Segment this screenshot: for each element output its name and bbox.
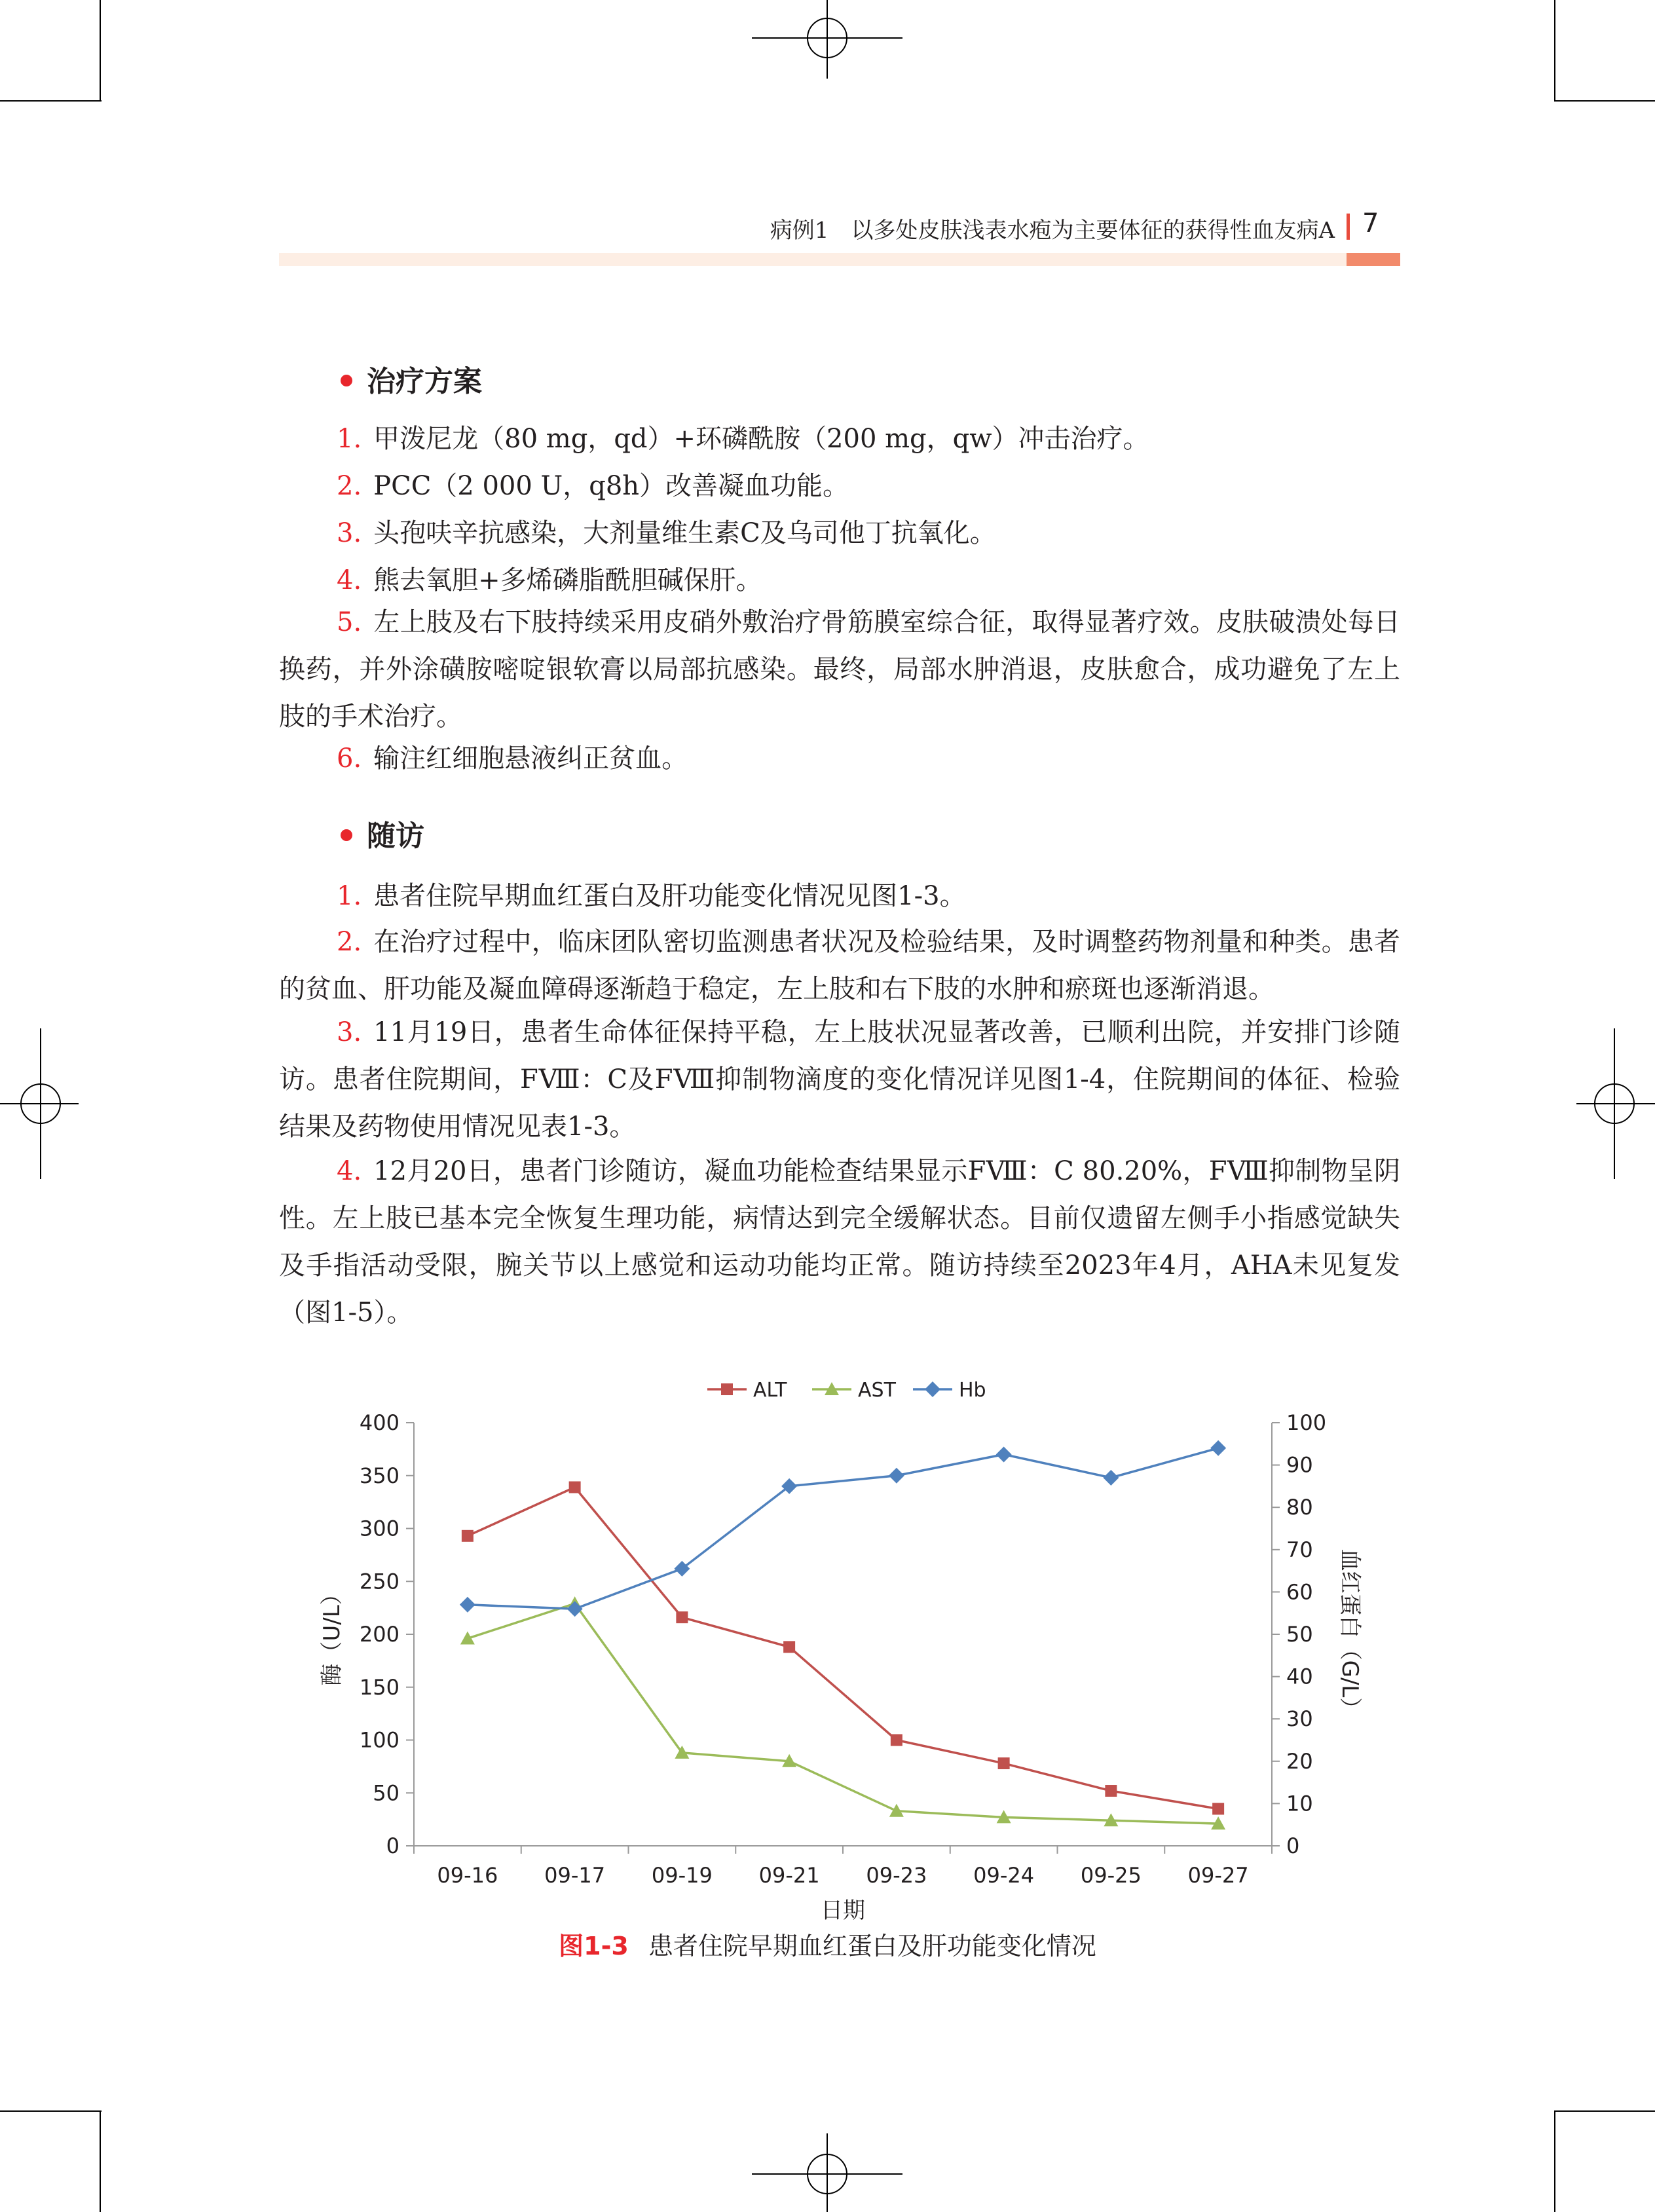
y-tick-label: 150 [359,1674,400,1700]
alt-series-line [468,1488,1218,1809]
y2-tick-label: 50 [1286,1622,1313,1647]
section-heading-followup: 随访 [341,812,424,854]
alt-data-point [1105,1785,1117,1797]
y2-tick-label: 20 [1286,1748,1313,1774]
y2-tick-label: 60 [1286,1579,1313,1605]
alt-legend-label: ALT [753,1379,787,1402]
hb-legend-marker [925,1381,940,1397]
x-tick-label: 09-16 [437,1863,498,1888]
y2-tick-label: 40 [1286,1664,1313,1689]
y2-tick-label: 90 [1286,1452,1313,1478]
x-tick-label: 09-21 [758,1863,820,1888]
followup-item-1: 1. 患者住院早期血红蛋白及肝功能变化情况见图1-3。 [337,881,966,911]
figure-caption-text: 患者住院早期血红蛋白及肝功能变化情况 [648,1932,1096,1960]
alt-data-point [676,1611,688,1623]
y-tick-label: 50 [373,1780,400,1806]
figure-caption [0,1926,1655,1962]
chart-legend [707,1379,986,1402]
y-tick-label: 200 [359,1622,400,1647]
alt-data-point [998,1757,1010,1769]
y-tick-label: 0 [386,1833,400,1858]
x-tick-label: 09-17 [544,1863,606,1888]
x-tick-label: 09-25 [1080,1863,1142,1888]
y2-tick-label: 70 [1286,1537,1313,1562]
y2-tick-label: 10 [1286,1791,1313,1816]
alt-data-point [569,1482,581,1493]
x-tick-label: 09-27 [1187,1863,1249,1888]
y2-tick-label: 30 [1286,1706,1313,1732]
followup-item-3: 3. 11月19日，患者生命体征保持平稳，左上肢状况显著改善，已顺利出院，并安排门诊随访。患者住院期间，FⅧ：C及FⅧ抑制物滴度的变化情况详见图1-4，住院期间的体征、检验结果及药物使用情况见表1-3。 [279,1017,1400,1142]
y-tick-label: 350 [359,1463,400,1488]
treatment-item-3: 3. 头孢呋辛抗感染，大剂量维生素C及乌司他丁抗氧化。 [337,518,996,548]
treatment-item-4: 4. 熊去氧胆+多烯磷脂酰胆碱保肝。 [337,565,762,595]
treatment-item-5: 5. 左上肢及右下肢持续采用皮硝外敷治疗骨筋膜室综合征，取得显著疗效。皮肤破溃处每日换药，并外涂磺胺嘧啶银软膏以局部抗感染。最终，局部水肿消退，皮肤愈合，成功避免了左上肢的手术治疗。 [279,607,1400,732]
alt-legend-marker [721,1383,733,1395]
hb-data-point [460,1597,475,1613]
section-heading-treatment: 治疗方案 [341,358,482,400]
y2-tick-label: 100 [1286,1410,1327,1435]
y-axis-title: 酶（U/L） [319,1583,345,1686]
y2-tick-label: 0 [1286,1833,1300,1858]
hb-series-line [468,1448,1218,1609]
followup-item-4: 4. 12月20日，患者门诊随访，凝血功能检查结果显示FⅧ：C 80.20%，FⅧ抑制物呈阴性。左上肢已基本完全恢复生理功能，病情达到完全缓解状态。目前仅遗留左侧手小指感觉缺失及手指活动受限，腕关节以上感觉和运动功能均正常。随访持续至2023年4月，AHA未见复发（图1-5）。 [279,1156,1400,1328]
y2-axis-title: 血红蛋白（G/L） [1337,1548,1363,1720]
alt-data-point [891,1734,902,1746]
chart-axes [319,1410,1363,1924]
hb-data-point [1103,1470,1119,1486]
y-tick-label: 300 [359,1516,400,1541]
x-tick-label: 09-24 [973,1863,1035,1888]
x-tick-label: 09-23 [866,1863,927,1888]
hb-legend-label: Hb [959,1379,986,1402]
treatment-item-2: 2. PCC（2 000 U，q8h）改善凝血功能。 [337,471,849,501]
y-tick-label: 100 [359,1727,400,1753]
hb-data-point [1210,1440,1226,1456]
ast-legend-label: AST [858,1379,896,1402]
y-tick-label: 250 [359,1569,400,1594]
y2-tick-label: 80 [1286,1495,1313,1520]
followup-item-2: 2. 在治疗过程中，临床团队密切监测患者状况及检验结果，及时调整药物剂量和种类。患者的贫血、肝功能及凝血障碍逐渐趋于稳定，左上肢和右下肢的水肿和瘀斑也逐渐消退。 [279,927,1400,1004]
chart-series [460,1440,1226,1829]
treatment-item-1: 1. 甲泼尼龙（80 mg，qd）+环磷酰胺（200 mg，qw）冲击治疗。 [337,424,1149,454]
alt-data-point [462,1530,474,1542]
x-tick-label: 09-19 [651,1863,713,1888]
alt-data-point [783,1641,795,1653]
y-tick-label: 400 [359,1410,400,1435]
hb-data-point [567,1601,583,1617]
figure-label: 图1-3 [559,1932,629,1960]
page-number: 7 [1362,208,1379,238]
x-axis-title: 日期 [821,1898,865,1924]
hb-data-point [996,1446,1012,1462]
running-title: 病例1 以多处皮肤浅表水疱为主要体征的获得性血友病A [770,217,1335,244]
alt-data-point [1212,1803,1224,1814]
hb-data-point [889,1468,904,1484]
treatment-item-6: 6. 输注红细胞悬液纠正贫血。 [337,743,688,774]
